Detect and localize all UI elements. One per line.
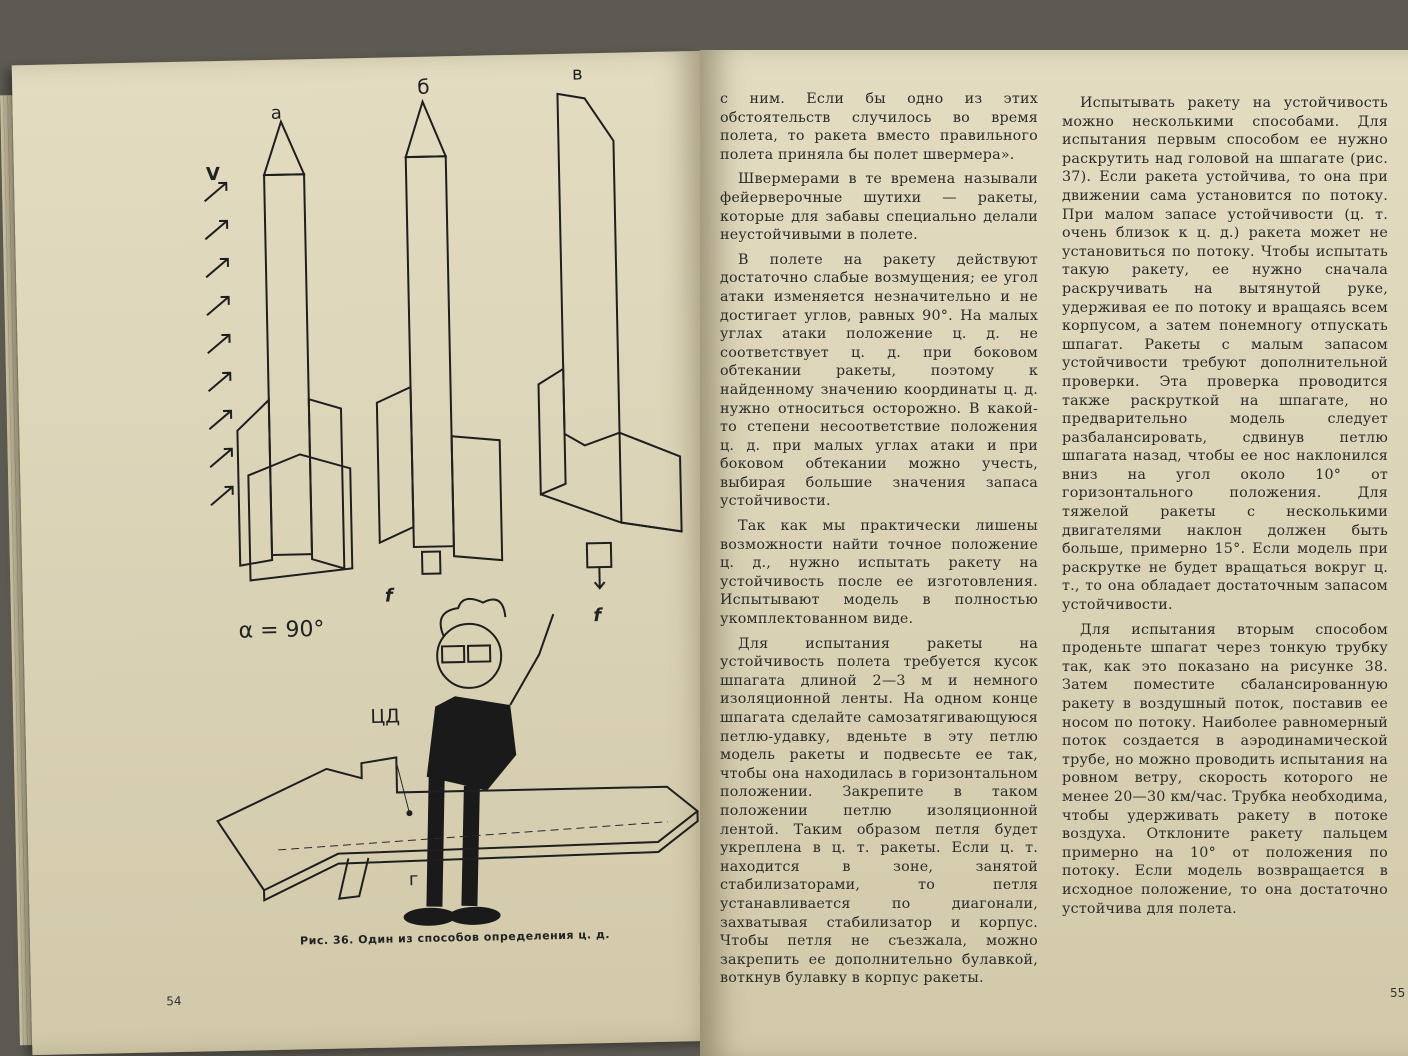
paragraph: Для испытания вторым способом проденьте шпагат через тонкую трубку так, как это показано на рисунке 38. Затем поместите сбалансированную ракету в воздушный поток, поставив ее носом по потоку. Наиболее равномерный поток создается в аэродинамической трубе, но можно проводить испытания на ровном ветру, скорость которого не менее 20—30 км/час. Трубка необходима, чтобы удерживать ракету в потоке воздуха. Отклоните ракету пальцем примерно на 10° от положения по потоку. Если модель возвращается в исходное положение, то она достаточно устойчива для полета. (1062, 621, 1388, 917)
text-column-1 (720, 90, 1038, 994)
figure-label-v: в (571, 63, 583, 85)
cd-label: ЦД (370, 705, 401, 728)
paragraph: Швермерами в те времена называли фейерверочные шутихи — ракеты, которые для забавы специально делали неустойчивыми в полете. (720, 171, 1038, 244)
page-number-right: 55 (1390, 986, 1406, 1000)
paragraph: Испытывать ракету на устойчивость можно несколькими способами. Для испытания первым способом ее нужно раскрутить над головой на шпагате (рис. 37). Если ракета устойчива, то она при движении сама установится по потоку. При малом запасе устойчивости (ц. т. очень близок к ц. д.) ракета может не установиться по потоку. Чтобы испытать такую ракету, ее нужно сначала раскручивать на вытянутой руке, удерживая ее по потоку и вращаясь всем корпусом, а затем понемногу отпускать шпагат. Ракеты с малым запасом устойчивости требуют дополнительной проверки. Эта проверка проводится также раскруткой на шпагате, но предварительно модель следует разбалансировать, сдвинув петлю шпагата назад, чтобы ее нос наклонился вниз на угол около 10° от горизонтального положения. Для тяжелой ракеты с несколькими двигателями наклон должен быть больше, примерно 15°. Если модель при раскрутке не будет вращаться вокруг ц. т., то она обладает достаточным запасом устойчивости. (1062, 95, 1388, 614)
velocity-arrows (204, 183, 233, 505)
paragraph: В полете на ракету действуют достаточно слабые возмущения; ее угол атаки изменяется незначительно и не достигает углов, равных 90°. На малых углах атаки положение ц. д. не соответствует ц. д. при боковом обтекании ракеты, поэтому к найденному значению координаты ц. д. нужно относиться осторожно. В какой-то степени несоответствие положения ц. д. при малых углах атаки и при боковом обтекании можно учесть, выбирая большие значения запаса устойчивости. (720, 251, 1038, 510)
text-column-2 (1062, 94, 1388, 924)
force-label-2: f (593, 605, 602, 627)
paragraph: с ним. Если бы одно из этих обстоятельств случилось во время полета, то ракета вместо правильного полета приняла бы полет швермера». (720, 91, 1038, 163)
rocket-figure (12, 51, 723, 1055)
professor-illustration (397, 597, 560, 926)
left-page (12, 51, 723, 1055)
paragraph: Так как мы практически лишены возможности найти точное положение ц. д., нужно испытать ракету на устойчивость после ее изготовления. Испытывают модель в полностью укомплектованном виде. (720, 518, 1038, 628)
page-number-left: 54 (166, 993, 182, 1009)
figure-caption: Рис. 36. Один из способов определения ц. д. (299, 927, 611, 948)
force-label-1: f (384, 585, 393, 607)
figure-label-b: б (416, 74, 430, 99)
rocket-a (231, 120, 353, 580)
figure-label-g: г (408, 868, 419, 891)
rocket-b (371, 100, 503, 574)
figure-label-a: а (270, 102, 283, 124)
right-page (700, 50, 1408, 1056)
angle-label: α = 90° (238, 616, 325, 644)
velocity-label: V (205, 163, 221, 186)
rocket-v (532, 92, 682, 590)
paragraph: Для испытания ракеты на устойчивость полета требуется кусок шпагата длиной 2—3 м и немного изоляционной ленты. На одном конце шпагата сделайте самозатягивающуюся петлю-удавку, вденьте в эту петлю модель ракеты и подвесьте ее так, чтобы она находилась в горизонтальном положении. Закрепите в таком положении петлю изоляционной лентой. Таким образом петля будет укреплена в ц. т. ракеты. Если ц. т. находится в зоне, занятой стабилизаторами, то петля устанавливается по диагонали, захватывая стабилизатор и корпус. Чтобы петля не съезжала, можно закрепить ее дополнительно булавкой, воткнув булавку в корпус ракеты. (720, 635, 1038, 987)
